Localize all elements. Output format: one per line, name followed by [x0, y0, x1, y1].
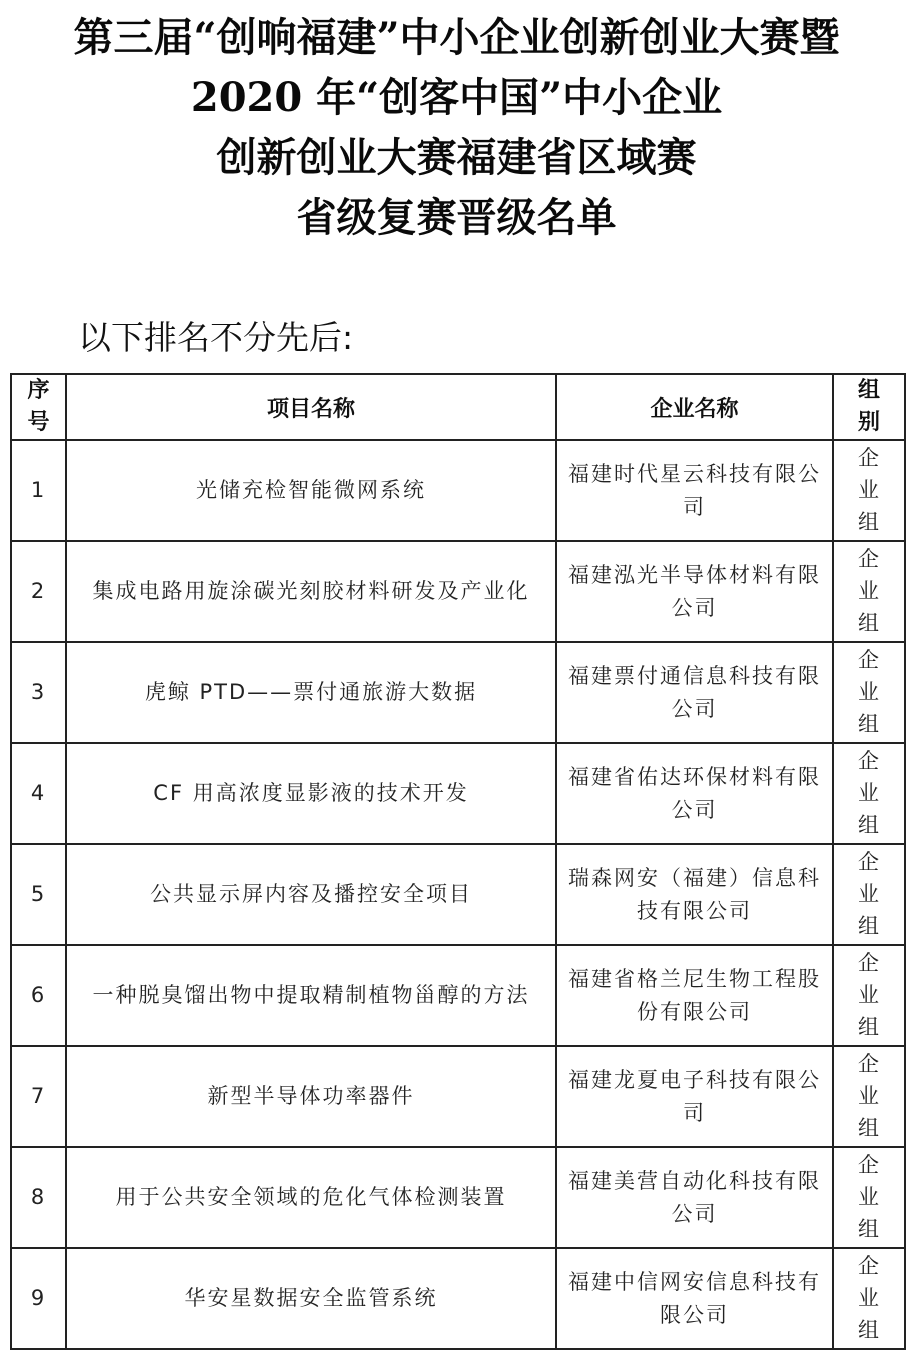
row-group: 企业组	[833, 440, 905, 541]
row-group: 企业组	[833, 1248, 905, 1349]
row-project-name: CF 用高浓度显影液的技术开发	[66, 743, 556, 844]
row-company-name: 福建时代星云科技有限公司	[556, 440, 833, 541]
table-row	[11, 1046, 905, 1147]
table-row	[11, 440, 905, 541]
row-group: 企业组	[833, 945, 905, 1046]
header-company-name: 企业名称	[556, 374, 833, 440]
title-line-3: 创新创业大赛福建省区域赛	[216, 134, 697, 181]
row-company-name: 瑞森网安（福建）信息科技有限公司	[556, 844, 833, 945]
row-group: 企业组	[833, 541, 905, 642]
table-row	[11, 1248, 905, 1349]
table-row	[11, 642, 905, 743]
row-project-name: 公共显示屏内容及播控安全项目	[66, 844, 556, 945]
row-group: 企业组	[833, 743, 905, 844]
row-serial-number: 1	[11, 440, 66, 541]
advancement-table	[10, 373, 906, 1350]
row-group: 企业组	[833, 1046, 905, 1147]
row-project-name: 虎鲸 PTD——票付通旅游大数据	[66, 642, 556, 743]
table-header-row	[11, 374, 905, 440]
row-project-name: 华安星数据安全监管系统	[66, 1248, 556, 1349]
header-project-name: 项目名称	[66, 374, 556, 440]
row-project-name: 集成电路用旋涂碳光刻胶材料研发及产业化	[66, 541, 556, 642]
row-serial-number: 9	[11, 1248, 66, 1349]
row-project-name: 光储充检智能微网系统	[66, 440, 556, 541]
row-serial-number: 8	[11, 1147, 66, 1248]
ranking-note: 以下排名不分先后:	[78, 318, 354, 357]
title-line-4: 省级复赛晋级名单	[296, 194, 617, 241]
row-company-name: 福建泓光半导体材料有限公司	[556, 541, 833, 642]
table-row	[11, 844, 905, 945]
row-company-name: 福建票付通信息科技有限公司	[556, 642, 833, 743]
row-project-name: 用于公共安全领域的危化气体检测装置	[66, 1147, 556, 1248]
row-group: 企业组	[833, 1147, 905, 1248]
title-line-2: 2020 年“创客中国”中小企业	[190, 74, 723, 121]
row-serial-number: 4	[11, 743, 66, 844]
row-serial-number: 6	[11, 945, 66, 1046]
row-project-name: 新型半导体功率器件	[66, 1046, 556, 1147]
row-group: 企业组	[833, 642, 905, 743]
title-line-1: 第三届“创响福建”中小企业创新创业大赛暨	[73, 14, 840, 61]
header-serial-number: 序号	[11, 374, 66, 440]
table-row	[11, 1147, 905, 1248]
table-row	[11, 541, 905, 642]
row-serial-number: 5	[11, 844, 66, 945]
table-row	[11, 743, 905, 844]
table-body	[11, 440, 905, 1349]
row-group: 企业组	[833, 844, 905, 945]
document-title	[0, 8, 913, 248]
row-company-name: 福建龙夏电子科技有限公司	[556, 1046, 833, 1147]
row-serial-number: 2	[11, 541, 66, 642]
header-group: 组别	[833, 374, 905, 440]
table-row	[11, 945, 905, 1046]
row-company-name: 福建省格兰尼生物工程股份有限公司	[556, 945, 833, 1046]
row-serial-number: 3	[11, 642, 66, 743]
row-serial-number: 7	[11, 1046, 66, 1147]
row-company-name: 福建省佑达环保材料有限公司	[556, 743, 833, 844]
row-company-name: 福建美营自动化科技有限公司	[556, 1147, 833, 1248]
row-company-name: 福建中信网安信息科技有限公司	[556, 1248, 833, 1349]
row-project-name: 一种脱臭馏出物中提取精制植物甾醇的方法	[66, 945, 556, 1046]
